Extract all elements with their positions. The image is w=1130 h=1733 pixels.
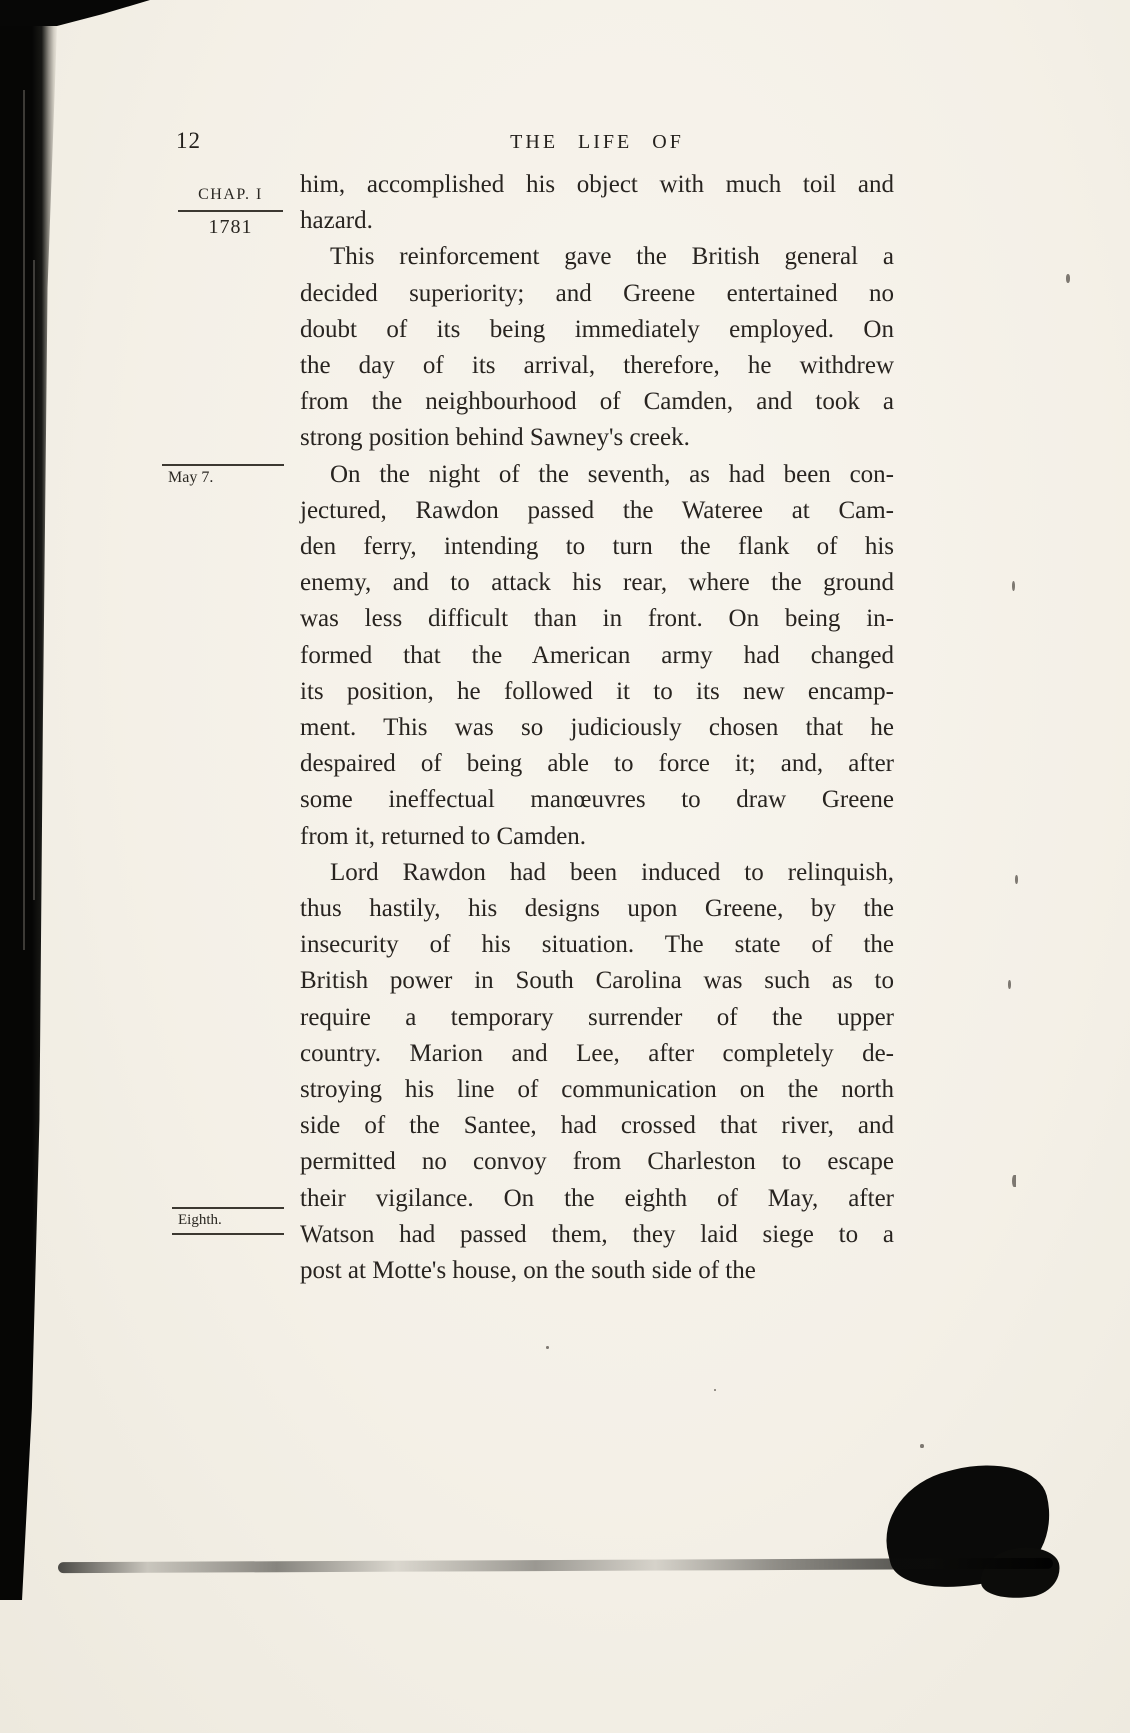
body-line: insecurity of his situation. The state of the bbox=[300, 931, 894, 959]
body-line: hazard. bbox=[300, 207, 373, 235]
body-line: from it, returned to Camden. bbox=[300, 822, 587, 850]
body-line: Watson had passed them, they laid siege to a bbox=[300, 1220, 894, 1248]
body-line: from the neighbourhood of Camden, and took a bbox=[300, 388, 894, 416]
body-line: British power in South Carolina was such as to bbox=[300, 967, 894, 995]
body-line: him, accomplished his object with much toil and bbox=[300, 171, 894, 198]
body-line: ment. This was so judiciously chosen that he bbox=[300, 714, 894, 742]
body-line: enemy, and to attack his rear, where the ground bbox=[300, 569, 894, 597]
body-line: den ferry, intending to turn the flank of his bbox=[300, 533, 894, 561]
body-line: stroying his line of communication on the north bbox=[300, 1076, 894, 1104]
paragraph bbox=[300, 239, 894, 456]
body-line: their vigilance. On the eighth of May, after bbox=[300, 1184, 894, 1212]
scan-speckle bbox=[1015, 875, 1018, 884]
page-number: 12 bbox=[176, 128, 201, 153]
body-line: some ineffectual manœuvres to draw Greene bbox=[300, 786, 894, 814]
margin-note-rule bbox=[172, 1233, 284, 1235]
body-line: thus hastily, his designs upon Greene, by the bbox=[300, 895, 894, 923]
body-line: decided superiority; and Greene entertained no bbox=[300, 279, 894, 307]
body-text bbox=[300, 167, 894, 1289]
scan-speckle bbox=[1012, 581, 1015, 591]
body-line: Lord Rawdon had been induced to relinquish, bbox=[330, 858, 894, 886]
margin-note-eighth bbox=[172, 1207, 284, 1235]
margin-note-rule bbox=[172, 1207, 284, 1209]
paragraph bbox=[300, 457, 894, 855]
eighth-label: Eighth. bbox=[178, 1212, 222, 1228]
scan-speckle bbox=[920, 1444, 924, 1448]
scan-speckle bbox=[1066, 274, 1070, 283]
body-line: its position, he followed it to its new encamp- bbox=[300, 677, 894, 705]
body-line: the day of its arrival, therefore, he withdrew bbox=[300, 352, 894, 380]
year-label: 1781 bbox=[208, 216, 253, 238]
margin-note-may-7 bbox=[162, 464, 284, 487]
body-line: despaired of being able to force it; and, after bbox=[300, 750, 894, 778]
scan-smudge-top-left bbox=[0, 0, 150, 26]
body-line: post at Motte's house, on the south side of the bbox=[300, 1257, 756, 1285]
margin-note-rule bbox=[178, 210, 283, 212]
paragraph bbox=[300, 167, 894, 239]
running-title: THE LIFE OF bbox=[510, 131, 684, 153]
margin-note-rule bbox=[162, 464, 284, 466]
scan-speckle bbox=[714, 1389, 716, 1391]
body-line: On the night of the seventh, as had been con- bbox=[330, 460, 894, 488]
body-line: formed that the American army had changed bbox=[300, 641, 894, 669]
body-line: require a temporary surrender of the upper bbox=[300, 1003, 894, 1031]
paragraph bbox=[300, 855, 894, 1289]
margin-note-chapter bbox=[178, 186, 283, 239]
scan-speckle bbox=[1012, 1175, 1016, 1187]
binding-shadow bbox=[0, 0, 58, 1600]
scan-speckle bbox=[1008, 980, 1011, 989]
body-line: was less difficult than in front. On being in- bbox=[300, 605, 894, 633]
body-line: side of the Santee, had crossed that river, and bbox=[300, 1112, 894, 1140]
scan-speckle bbox=[546, 1346, 549, 1349]
body-line: country. Marion and Lee, after completely de- bbox=[300, 1039, 894, 1067]
body-line: permitted no convoy from Charleston to escape bbox=[300, 1148, 894, 1176]
body-line: jectured, Rawdon passed the Wateree at Cam- bbox=[300, 496, 894, 524]
binding-texture-streak bbox=[33, 260, 35, 900]
may-7-label: May 7. bbox=[168, 469, 214, 486]
binding-texture-streak bbox=[23, 90, 25, 950]
body-line: doubt of its being immediately employed. On bbox=[300, 315, 894, 343]
body-line: strong position behind Sawney's creek. bbox=[300, 424, 690, 452]
chapter-label: CHAP. I bbox=[198, 186, 263, 203]
body-line: This reinforcement gave the British general a bbox=[330, 243, 894, 271]
